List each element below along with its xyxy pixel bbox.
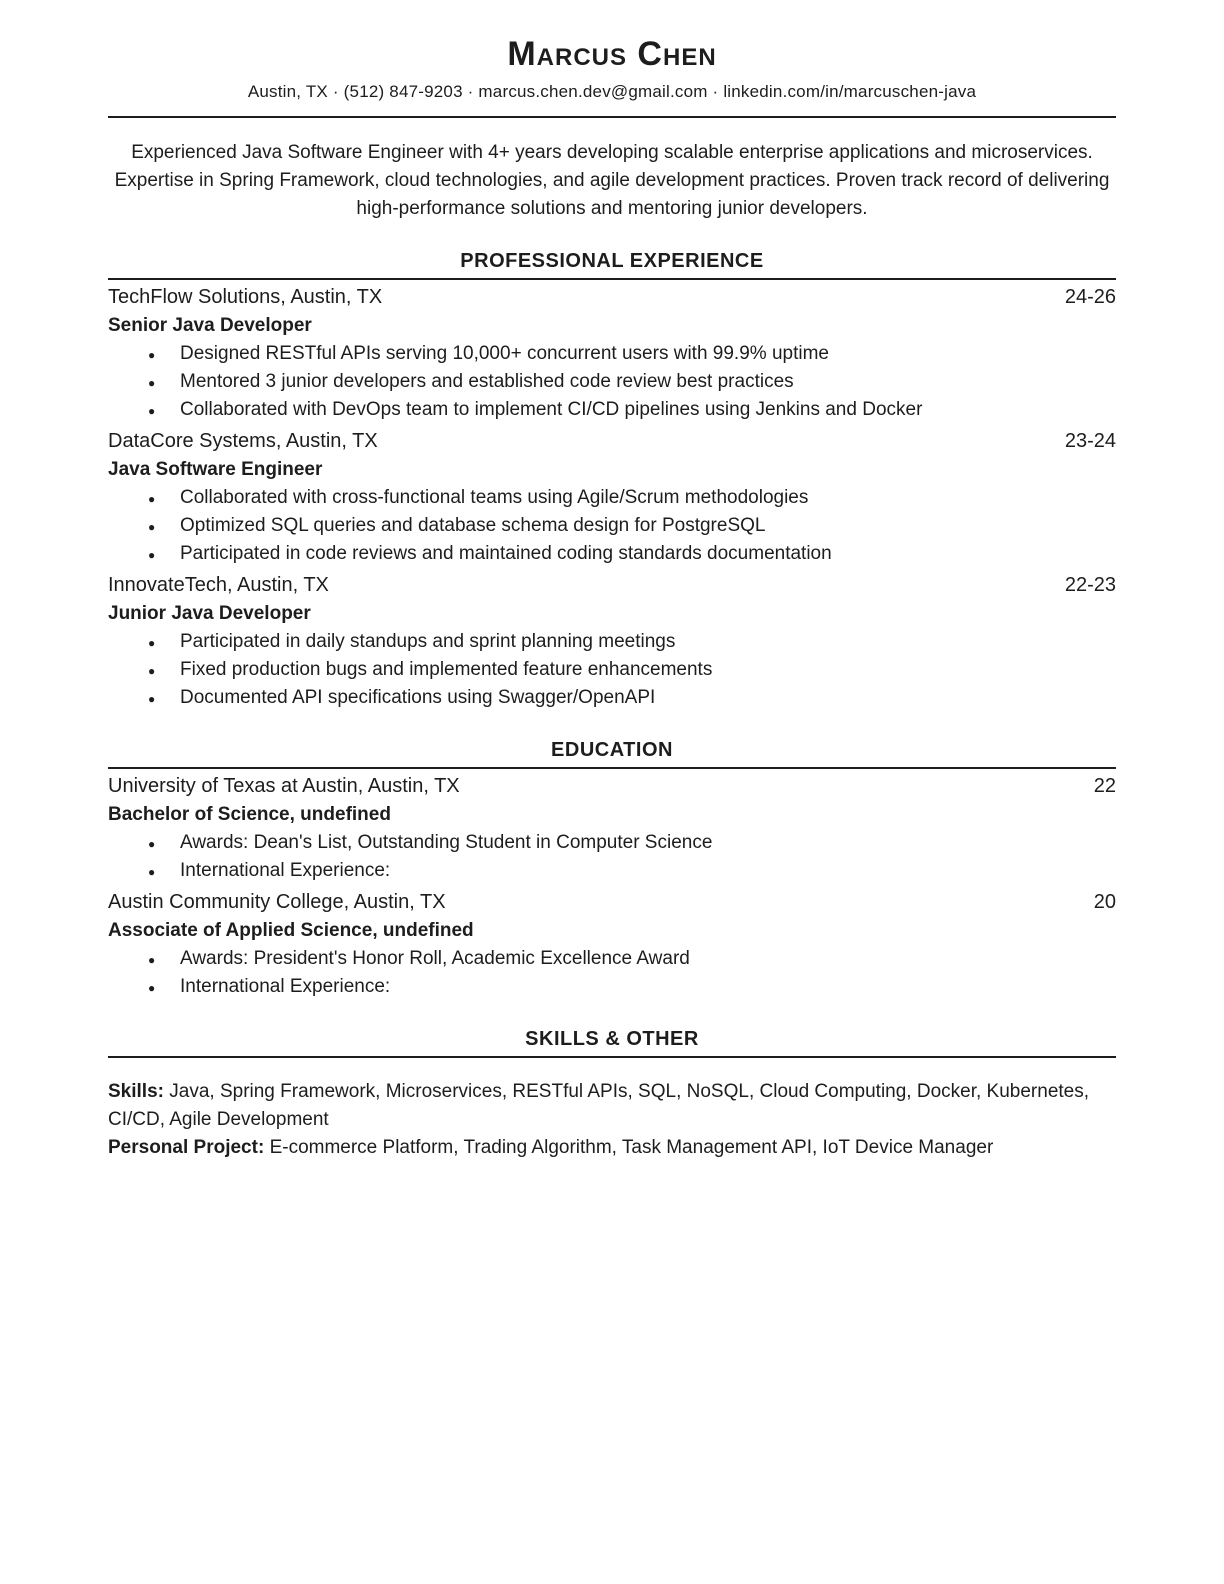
bullet-item: ● Participated in daily standups and sprint planning meetings [180, 628, 1116, 656]
bullet-item: ● Designed RESTful APIs serving 10,000+ concurrent users with 99.9% uptime [180, 340, 1116, 368]
section-title-education: EDUCATION [108, 739, 1116, 769]
skills-line [108, 1078, 1116, 1134]
experience-entry [108, 426, 1116, 568]
company-name: TechFlow Solutions, Austin, TX [108, 285, 383, 308]
company-name: InnovateTech, Austin, TX [108, 573, 329, 596]
section-title-experience: PROFESSIONAL EXPERIENCE [108, 250, 1116, 280]
job-title: Java Software Engineer [108, 458, 323, 480]
education-entry [108, 771, 1116, 885]
company-name: DataCore Systems, Austin, TX [108, 429, 378, 452]
entry-dates: 24-26 [1064, 285, 1116, 308]
degree-title: Bachelor of Science, undefined [108, 803, 391, 825]
job-title: Junior Java Developer [108, 602, 311, 624]
bullet-list [108, 340, 1116, 424]
bullet-item: ● Awards: Dean's List, Outstanding Student in Computer Science [180, 829, 1116, 857]
entry-dates: 23-24 [1064, 429, 1116, 452]
section-title-skills: SKILLS & OTHER [108, 1028, 1116, 1058]
bullet-item: ● International Experience: [180, 973, 1116, 1001]
bullet-item: ● Mentored 3 junior developers and established code review best practices [180, 368, 1116, 396]
education-entry [108, 887, 1116, 1001]
project-text: E-commerce Platform, Trading Algorithm, Task Management API, IoT Device Manager [269, 1136, 994, 1158]
degree-title: Associate of Applied Science, undefined [108, 919, 474, 941]
person-name: Marcus Chen [507, 35, 717, 73]
project-line [108, 1134, 1116, 1162]
bullet-list [108, 628, 1116, 712]
summary-paragraph: Experienced Java Software Engineer with 4+ years developing scalable enterprise applications and microservices. Expertise in Spring Framework, cloud technologies, and agile development practices. Proven track record of delivering high-performance solutions and mentoring junior developers. [114, 141, 1110, 219]
entry-dates: 22 [1093, 774, 1116, 797]
entry-header [108, 887, 1116, 917]
experience-entry [108, 282, 1116, 424]
entry-header [108, 282, 1116, 312]
section-experience [108, 250, 1116, 712]
section-skills [108, 1028, 1116, 1162]
contact-line: Austin, TX · (512) 847-9203 · marcus.chen.dev@gmail.com · linkedin.com/in/marcuschen-java [247, 81, 977, 101]
bullet-item: ● Collaborated with cross-functional teams using Agile/Scrum methodologies [180, 484, 1116, 512]
bullet-list [108, 484, 1116, 568]
bullet-list [108, 945, 1116, 1001]
school-name: University of Texas at Austin, Austin, TX [108, 774, 460, 797]
skills-text: Java, Spring Framework, Microservices, RESTful APIs, SQL, NoSQL, Cloud Computing, Docker, Kubernetes, CI/CD, Agile Development [108, 1080, 1090, 1130]
bullet-item: ● Awards: President's Honor Roll, Academic Excellence Award [180, 945, 1116, 973]
experience-entry [108, 570, 1116, 712]
project-label: Personal Project: [108, 1136, 265, 1158]
skills-body [108, 1078, 1116, 1162]
bullet-item: ● Collaborated with DevOps team to implement CI/CD pipelines using Jenkins and Docker [180, 396, 1116, 424]
entry-dates: 22-23 [1064, 573, 1116, 596]
bullet-item: ● Participated in code reviews and maintained coding standards documentation [180, 540, 1116, 568]
bullet-item: ● International Experience: [180, 857, 1116, 885]
bullet-list [108, 829, 1116, 885]
bullet-item: ● Fixed production bugs and implemented feature enhancements [180, 656, 1116, 684]
bullet-item: ● Documented API specifications using Swagger/OpenAPI [180, 684, 1116, 712]
entry-dates: 20 [1093, 890, 1116, 913]
job-title: Senior Java Developer [108, 314, 312, 336]
header-divider [108, 116, 1116, 118]
entry-header [108, 426, 1116, 456]
entry-header [108, 771, 1116, 801]
entry-header [108, 570, 1116, 600]
bullet-item: ● Optimized SQL queries and database schema design for PostgreSQL [180, 512, 1116, 540]
school-name: Austin Community College, Austin, TX [108, 890, 446, 913]
resume-header [108, 34, 1116, 118]
skills-label: Skills: [108, 1080, 164, 1102]
section-education [108, 739, 1116, 1001]
